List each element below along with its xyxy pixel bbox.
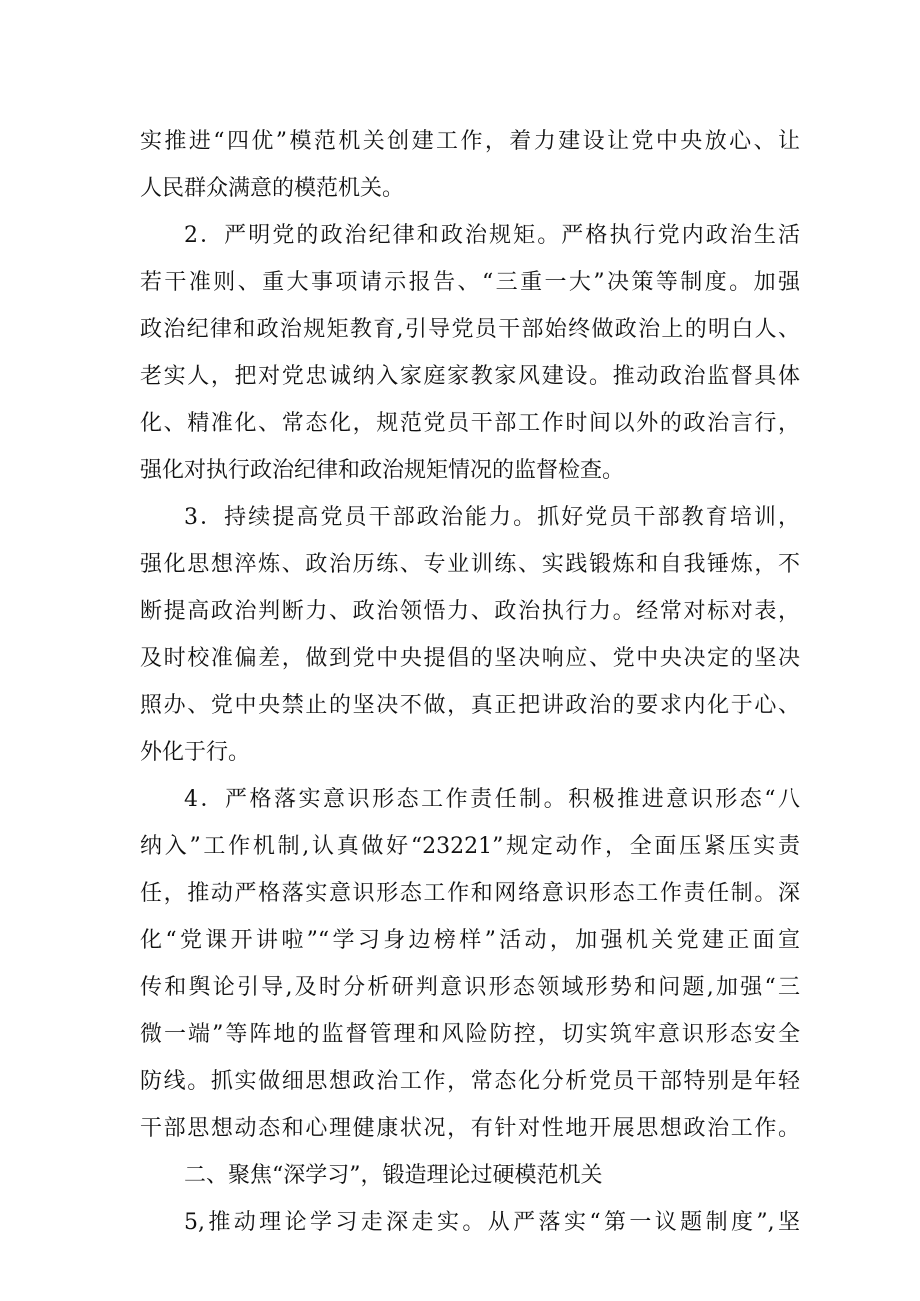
paragraph-line: 微一端”等阵地的监督管理和风险防控，切实筑牢意识形态安全 <box>140 1022 800 1047</box>
paragraph-line: 强化对执行政治纪律和政治规矩情况的监督检查。 <box>140 458 625 483</box>
paragraph-line: 防线。抓实做细思想政治工作，常态化分析党员干部特别是年轻 <box>140 1069 800 1094</box>
paragraph-line: 化“党课开讲啦”“学习身边榜样”活动，加强机关党建正面宣 <box>140 928 800 953</box>
paragraph-line: 4．严格落实意识形态工作责任制。积极推进意识形态“八 <box>184 787 800 812</box>
section-heading: 二、聚焦“深学习”，锻造理论过硬模范机关 <box>184 1163 603 1188</box>
paragraph-line: 2．严明党的政治纪律和政治规矩。严格执行党内政治生活 <box>184 223 800 248</box>
paragraph-line: 纳入”工作机制,认真做好“23221”规定动作，全面压紧压实责 <box>140 834 800 859</box>
paragraph-line: 干部思想动态和心理健康状况，有针对性地开展思想政治工作。 <box>140 1116 800 1141</box>
paragraph-line: 及时校准偏差，做到党中央提倡的坚决响应、党中央决定的坚决 <box>140 646 800 671</box>
paragraph-line: 实推进“四优”模范机关创建工作，着力建设让党中央放心、让 <box>140 129 800 154</box>
document-body <box>140 118 800 1246</box>
paragraph-line: 断提高政治判断力、政治领悟力、政治执行力。经常对标对表， <box>140 599 800 624</box>
paragraph-line: 5,推动理论学习走深走实。从严落实“第一议题制度”,坚 <box>184 1210 800 1235</box>
paragraph-line: 3．持续提高党员干部政治能力。抓好党员干部教育培训， <box>184 505 800 530</box>
paragraph-line: 任，推动严格落实意识形态工作和网络意识形态工作责任制。深 <box>140 881 800 906</box>
paragraph-line: 人民群众满意的模范机关。 <box>140 176 405 201</box>
paragraph-line: 化、精准化、常态化，规范党员干部工作时间以外的政治言行， <box>140 411 800 436</box>
paragraph-line: 若干准则、重大事项请示报告、“三重一大”决策等制度。加强 <box>140 270 800 295</box>
paragraph-line: 政治纪律和政治规矩教育,引导党员干部始终做政治上的明白人、 <box>140 317 800 342</box>
paragraph-line: 老实人，把对党忠诚纳入家庭家教家风建设。推动政治监督具体 <box>140 364 800 389</box>
paragraph-line: 传和舆论引导,及时分析研判意识形态领域形势和问题,加强“三 <box>140 975 800 1000</box>
paragraph-line: 外化于行。 <box>140 740 251 765</box>
paragraph-line: 照办、党中央禁止的坚决不做，真正把讲政治的要求内化于心、 <box>140 693 800 718</box>
paragraph-line: 强化思想淬炼、政治历练、专业训练、实践锻炼和自我锤炼，不 <box>140 552 800 577</box>
